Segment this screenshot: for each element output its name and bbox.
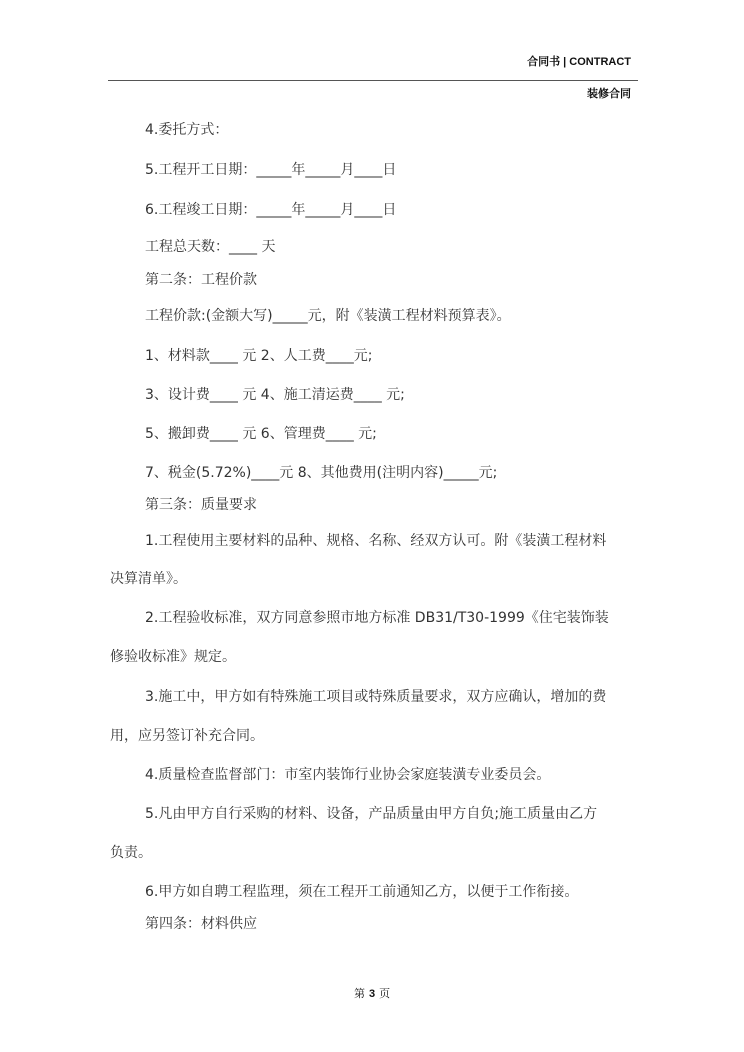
- clause-line: 5.凡由甲方自行采购的材料、设备，产品质量由甲方自负;施工质量由乙方: [145, 806, 598, 822]
- clause-line: 3.施工中，甲方如有特殊施工项目或特殊质量要求，双方应确认，增加的费: [145, 689, 607, 705]
- footer-prefix: 第: [353, 987, 365, 1000]
- clause-line: 4.委托方式：: [145, 122, 229, 138]
- header-title: 合同书 | CONTRACT: [527, 56, 631, 68]
- header-divider: [108, 80, 638, 81]
- clause-line-continued: 修验收标准》规定。: [110, 649, 236, 665]
- clause-line-continued: 用，应另签订补充合同。: [110, 728, 264, 744]
- clause-line-continued: 决算清单》。: [110, 571, 187, 587]
- section-heading: 第四条：材料供应: [145, 916, 257, 932]
- header-subtitle: 装修合同: [587, 87, 631, 100]
- clause-line-continued: 负责。: [110, 845, 152, 861]
- clause-line: 4.质量检查监督部门：市室内装饰行业协会家庭装潢专业委员会。: [145, 767, 551, 783]
- section-heading: 第三条：质量要求: [145, 497, 257, 513]
- clause-line: 3、设计费____ 元 4、施工清运费____ 元;: [145, 387, 405, 403]
- section-heading: 第二条：工程价款: [145, 272, 257, 288]
- page-number: 3: [368, 988, 376, 1000]
- clause-line: 工程价款:(金额大写)_____元，附《装潢工程材料预算表》。: [145, 308, 511, 324]
- clause-line: 6.甲方如自聘工程监理，须在工程开工前通知乙方，以便于工作衔接。: [145, 884, 579, 900]
- clause-line: 工程总天数：____ 天: [145, 239, 276, 255]
- clause-line: 1、材料款____ 元 2、人工费____元;: [145, 348, 373, 364]
- clause-line: 7、税金(5.72%)____元 8、其他费用(注明内容)_____元;: [145, 465, 498, 481]
- footer-suffix: 页: [379, 987, 391, 1000]
- clause-line: 5、搬卸费____ 元 6、管理费____ 元;: [145, 426, 377, 442]
- clause-line: 5.工程开工日期：_____年_____月____日: [145, 162, 397, 178]
- page-footer: [0, 985, 744, 1001]
- clause-line: 1.工程使用主要材料的品种、规格、名称、经双方认可。附《装潢工程材料: [145, 533, 607, 549]
- clause-line: 6.工程竣工日期：_____年_____月____日: [145, 202, 397, 218]
- clause-line: 2.工程验收标准，双方同意参照市地方标准 DB31/T30-1999《住宅装饰装: [145, 610, 609, 626]
